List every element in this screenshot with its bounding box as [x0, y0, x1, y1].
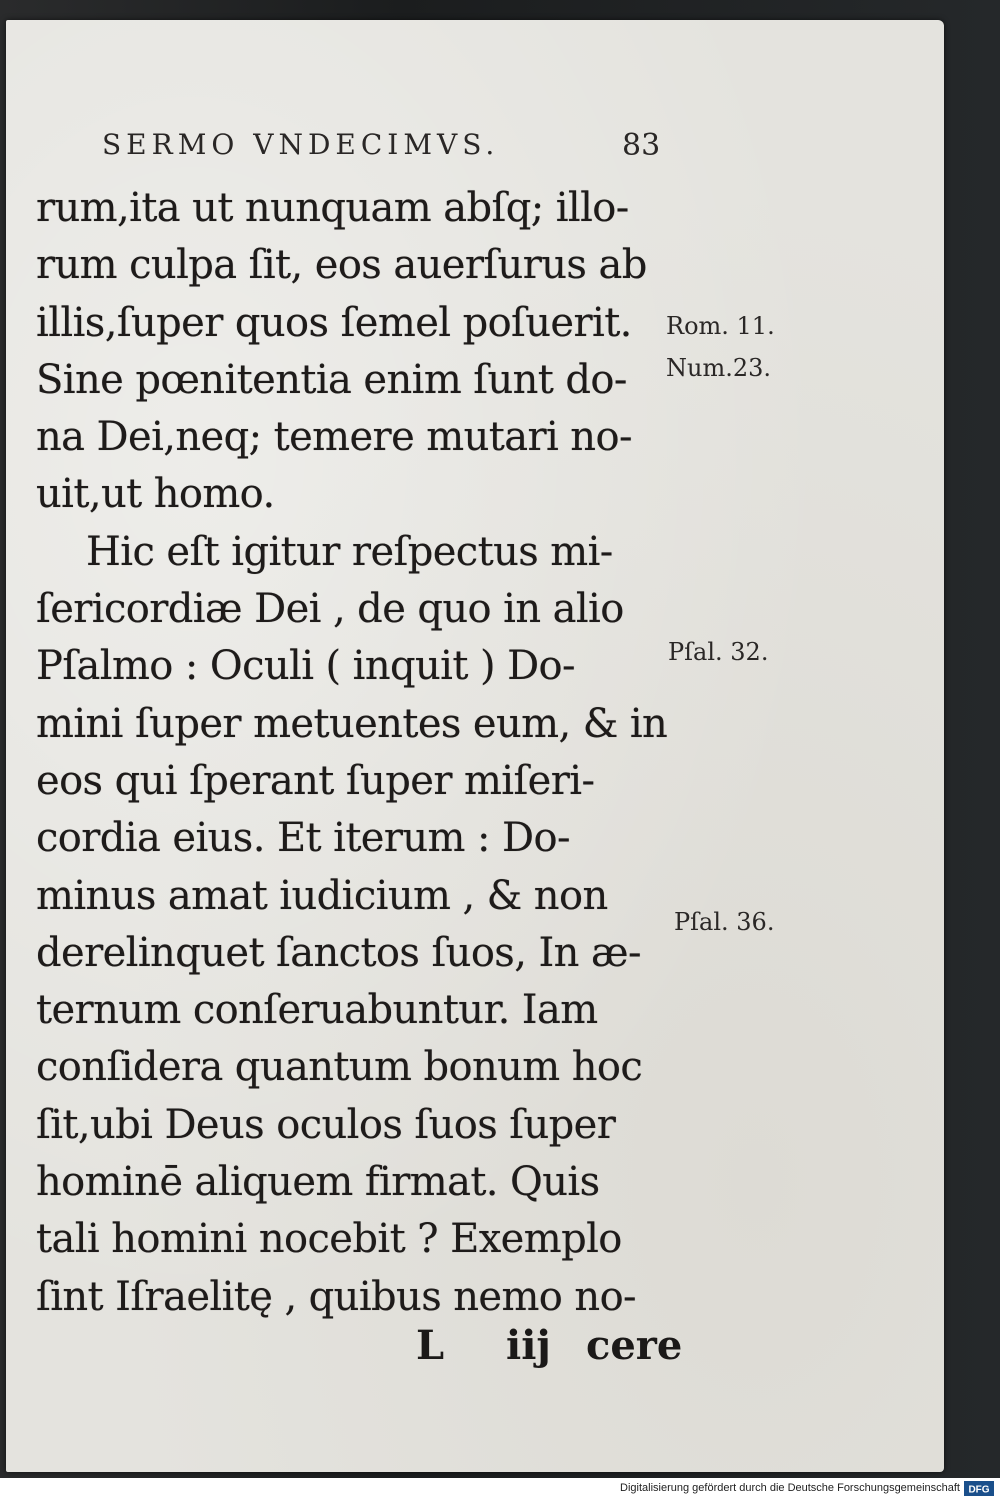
marginal-note: Rom. 11. [666, 312, 775, 340]
page-number: 83 [622, 128, 661, 163]
signature-number: iij [506, 1322, 551, 1369]
text-line: derelinquet ſanctos ſuos, In æ- [36, 929, 641, 976]
text-line: tali homini nocebit ? Exemplo [36, 1216, 622, 1263]
text-line: conſidera quantum bonum hoc [36, 1044, 643, 1091]
signature-mark: L [416, 1322, 445, 1369]
text-line: rum,ita ut nunquam abſq; illo- [36, 185, 629, 231]
dfg-logo-text: DFG [968, 1484, 990, 1496]
text-line: minus amat iudicium , & non [36, 872, 608, 919]
body-text [36, 180, 668, 1326]
text-line: ſit,ubi Deus oculos ſuos ſuper [36, 1101, 616, 1148]
text-line: ſint Iſraelitę , quibus nemo no- [36, 1273, 636, 1320]
catchword: cere [586, 1322, 683, 1369]
text-line: Hic eſt igitur reſpectus mi- [86, 528, 613, 575]
text-line: hominē aliquem firmat. Quis [36, 1159, 600, 1206]
running-head: SERMO VNDECIMVS. [102, 128, 500, 161]
text-line: ternum conſeruabuntur. Iam [36, 987, 598, 1034]
book-page [6, 20, 944, 1472]
marginal-note: Num.23. [666, 354, 772, 382]
dfg-logo-icon [964, 1481, 994, 1496]
footer-credit: Digitalisierung gefördert durch die Deutsche Forschungsgemeinschaft [620, 1482, 960, 1494]
footer-bar [0, 1478, 1000, 1499]
marginal-note: Pſal. 32. [668, 638, 769, 666]
marginal-note: Pſal. 36. [674, 908, 775, 936]
text-line: Pſalmo : Oculi ( inquit ) Do- [36, 643, 575, 690]
text-line: ſericordiæ Dei , de quo in alio [36, 586, 624, 633]
text-line: uit,ut homo. [36, 471, 275, 518]
text-line: illis,ſuper quos ſemel poſuerit. [36, 299, 632, 346]
text-line: na Dei,neq; temere mutari no- [36, 414, 632, 461]
text-line: rum culpa ſit, eos auerſurus ab [36, 242, 647, 289]
text-line: mini ſuper metuentes eum, & in [36, 700, 668, 747]
text-line: cordia eius. Et iterum : Do- [36, 815, 570, 862]
text-line: eos qui ſperant ſuper miſeri- [36, 757, 595, 804]
text-line: Sine pœnitentia enim ſunt do- [36, 356, 627, 403]
